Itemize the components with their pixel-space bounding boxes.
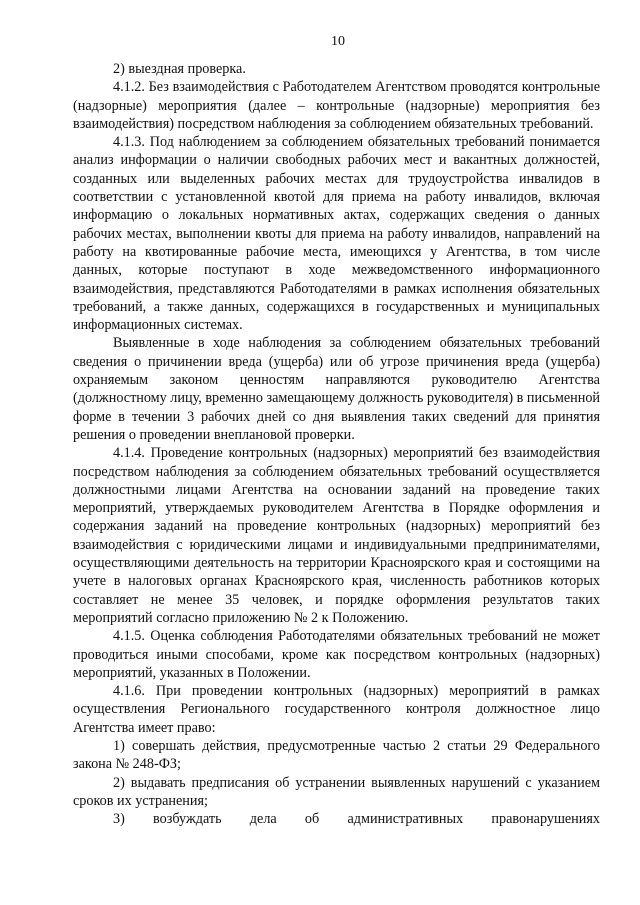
paragraph-4-1-6: 4.1.6. При проведении контрольных (надзорных) мероприятий в рамках осуществления Регионального государственного контроля должностное лицо Агентства имеет право: [73,683,600,736]
page-number: 10 [331,34,345,49]
paragraph-4-1-5: 4.1.5. Оценка соблюдения Работодателями обязательных требований не может проводиться иными способами, кроме как посредством контрольных (надзорных) мероприятий, указанных в Положении. [73,628,600,681]
list-item-3: 3) возбуждать дела об административных правонарушениях [113,811,600,828]
paragraph-2-visiting-inspection: 2) выездная проверка. [113,61,246,77]
list-item-1: 1) совершать действия, предусмотренные частью 2 статьи 29 Федерального закона № 248-ФЗ; [73,737,600,773]
paragraph-4-1-4: 4.1.4. Проведение контрольных (надзорных) мероприятий без взаимодействия посредством наблюдения за соблюдением обязательных требований осуществляется должностными лицами Агентства на основании заданий на проведение таких мероприятий, утверждаемых руководителем Агентства в Порядке оформления и содержания заданий на проведение контрольных (надзорных) мероприятий без взаимодействия с юридическими лицами и индивидуальными предпринимателями, осуществляющими деятельность на территории Красноярского края и состоящими на учете в налоговых органах Красноярского края, численность работников которых составляет не менее 35 человек, и порядке оформления результатов таких мероприятий согласно приложению № 2 к Положению. [73,445,600,626]
list-item-2: 2) выдавать предписания об устранении выявленных нарушений с указанием сроков их устранения; [73,774,600,809]
paragraph-4-1-3: 4.1.3. Под наблюдением за соблюдением обязательных требований понимается анализ информации о наличии свободных рабочих мест и вакантных должностей, созданных или выделенных рабочих местах для трудоустройства инвалидов в соответствии с установленной квотой для приема на работу инвалидов, включая информацию о локальных нормативных актах, содержащих сведения о данных рабочих местах, выполнении квоты для приема на работу инвалидов, направлений на работу на квотированные рабочие места, имеющихся у Агентства, в том числе данных, которые поступают в ходе межведомственного информационного взаимодействия, представляются Работодателями в рамках исполнения обязательных требований, а также данных, содержащихся в государственных и муниципальных информационных системах. [73,134,600,334]
paragraph-4-1-2: 4.1.2. Без взаимодействия с Работодателем Агентством проводятся контрольные (надзорные) мероприятия (далее – контрольные (надзорные) мероприятия без взаимодействия) посредством наблюдения за соблюдением обязательных требований. [73,79,600,132]
paragraph-detected-violations: Выявленные в ходе наблюдения за соблюдением обязательных требований сведения о причинении вреда (ущерба) или об угрозе причинения вреда (ущерба) охраняемым законом ценностям направляются руководителю Агентства (должностному лицу, временно замещающему должность руководителя) в письменной форме в течении 3 рабочих дней со дня выявления таких сведений для принятия решения о проведении внеплановой проверки. [73,335,601,443]
document-body [73,60,600,828]
